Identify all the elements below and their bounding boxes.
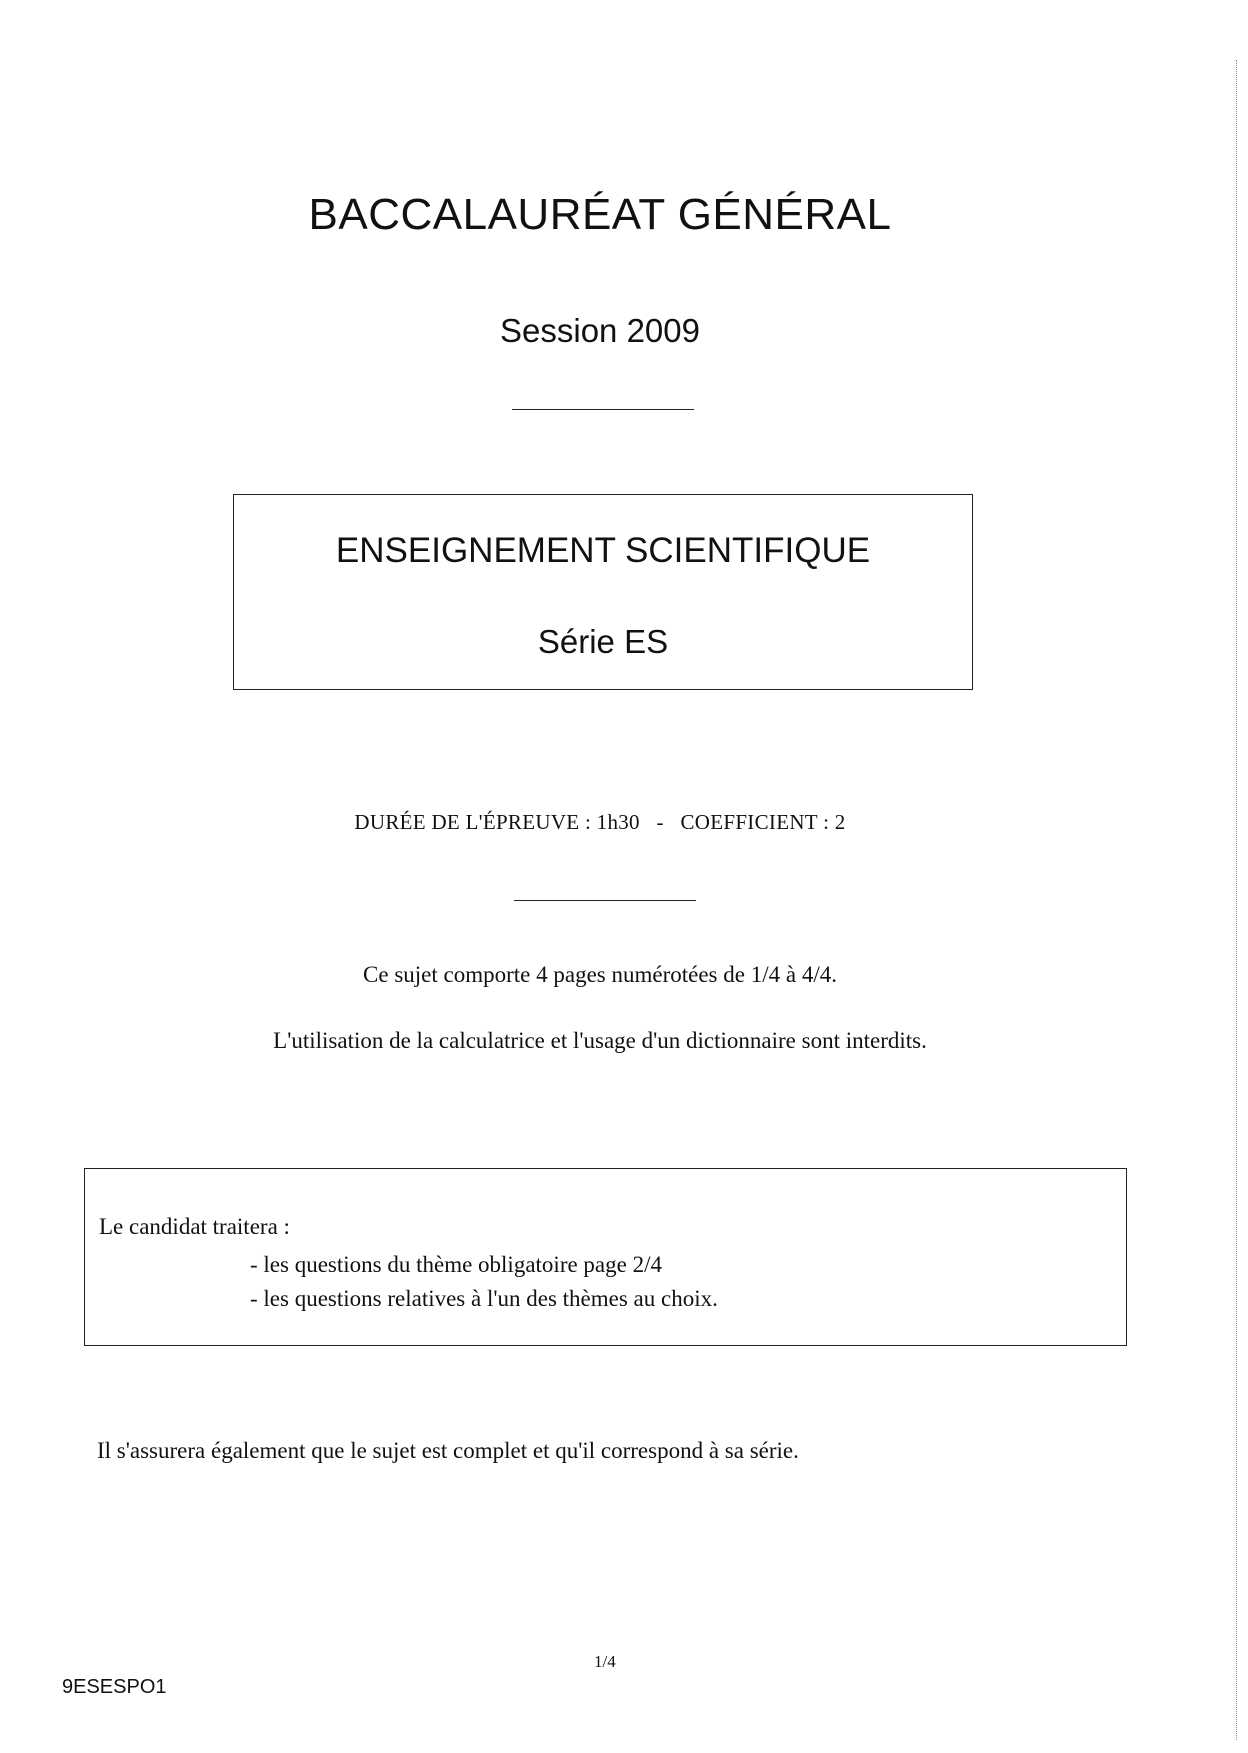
instructions-intro: Le candidat traitera : — [99, 1214, 290, 1239]
instruction-item: - les questions du thème obligatoire page 2/4 — [250, 1252, 662, 1277]
pages-info: Ce sujet comporte 4 pages numérotées de 1/4 à 4/4. — [363, 962, 837, 987]
series-label: Série ES — [537, 623, 669, 660]
tools-info: L'utilisation de la calculatrice et l'usage d'un dictionnaire sont interdits. — [273, 1028, 927, 1053]
exam-duration-coefficient: DURÉE DE L'ÉPREUVE : 1h30 - COEFFICIENT : 2 — [354, 810, 846, 834]
divider-middle — [514, 900, 696, 901]
session-label: Session 2009 — [500, 312, 700, 349]
document-title: BACCALAURÉAT GÉNÉRAL — [308, 190, 892, 239]
instruction-item: - les questions relatives à l'un des thèmes au choix. — [250, 1286, 718, 1311]
subject-box — [233, 494, 973, 690]
scan-edge-line — [1236, 60, 1237, 1740]
subject-name: ENSEIGNEMENT SCIENTIFIQUE — [335, 531, 871, 570]
document-code: 9ESESPO1 — [62, 1676, 167, 1698]
closing-note: Il s'assurera également que le sujet est complet et qu'il correspond à sa série. — [97, 1438, 799, 1463]
page-number: 1/4 — [594, 1652, 616, 1671]
divider-top — [512, 409, 694, 410]
instructions-box — [84, 1168, 1127, 1346]
